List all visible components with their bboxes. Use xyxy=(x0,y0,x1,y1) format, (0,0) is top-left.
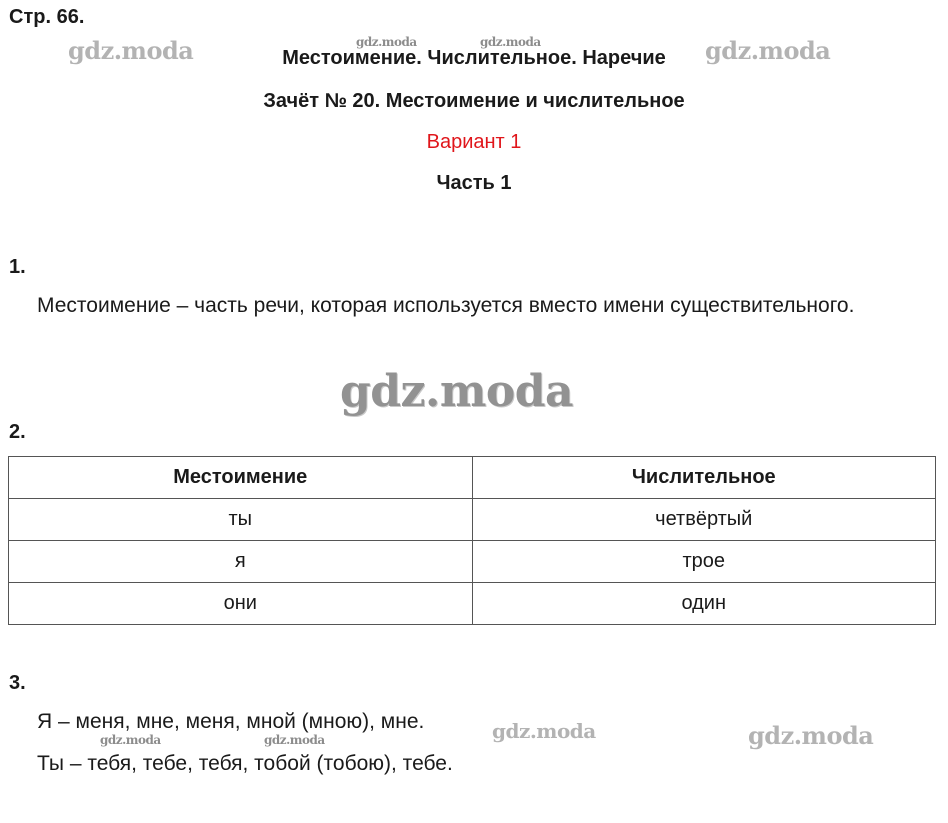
watermark: gdz.moda xyxy=(68,36,194,65)
table-cell: четвёртый xyxy=(472,499,936,541)
table-cell: я xyxy=(9,541,473,583)
watermark: gdz.moda xyxy=(340,366,574,417)
watermark: gdz.moda xyxy=(356,35,417,49)
watermark: gdz.moda xyxy=(480,35,541,49)
task-3-line-1: Я – меня, мне, меня, мной (мною), мне. xyxy=(37,710,425,733)
table-row xyxy=(9,541,936,583)
table-header-row xyxy=(9,457,936,499)
table-cell: они xyxy=(9,583,473,625)
table-row xyxy=(9,499,936,541)
watermark: gdz.moda xyxy=(264,733,325,747)
watermark: gdz.moda xyxy=(705,36,831,65)
task-3-number: 3. xyxy=(9,672,26,694)
section-title: Местоимение. Числительное. Наречие xyxy=(282,47,666,69)
watermark: gdz.moda xyxy=(492,719,596,743)
test-title: Зачёт № 20. Местоимение и числительное xyxy=(263,90,685,112)
task-3-line-2: Ты – тебя, тебе, тебя, тобой (тобою), тебе. xyxy=(37,752,453,775)
task-2-number: 2. xyxy=(9,421,26,443)
task-1-text: Местоимение – часть речи, которая используется вместо имени существительного. xyxy=(37,294,855,317)
table-row xyxy=(9,583,936,625)
table-cell: один xyxy=(472,583,936,625)
part-label: Часть 1 xyxy=(436,172,512,194)
table-cell: трое xyxy=(472,541,936,583)
task-1-number: 1. xyxy=(9,256,26,278)
pronoun-numeral-table xyxy=(8,456,936,625)
page-label: Стр. 66. xyxy=(9,6,85,28)
table-header-pronoun: Местоимение xyxy=(9,457,473,499)
table-cell: ты xyxy=(9,499,473,541)
watermark: gdz.moda xyxy=(100,733,161,747)
variant-label: Вариант 1 xyxy=(426,131,522,153)
watermark: gdz.moda xyxy=(748,721,874,750)
table-header-numeral: Числительное xyxy=(472,457,936,499)
